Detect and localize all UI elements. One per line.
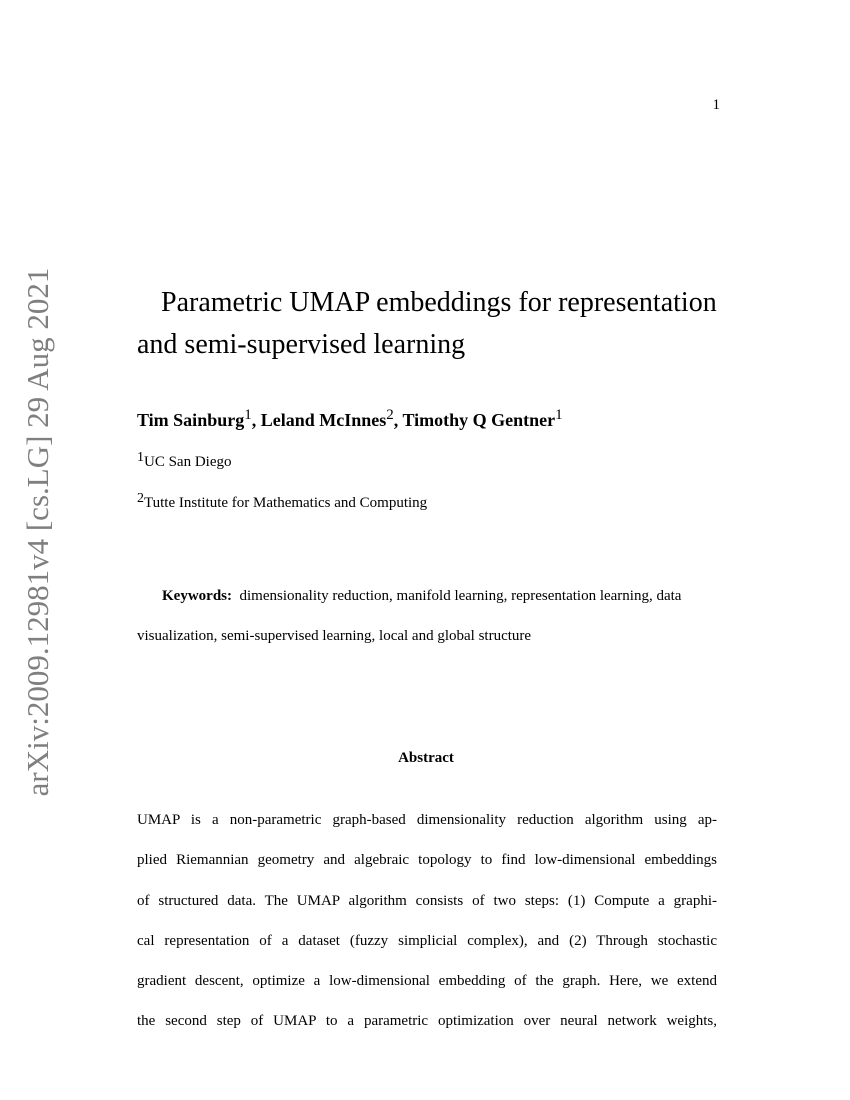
paper-title-line-1: Parametric UMAP embeddings for representation bbox=[161, 287, 717, 318]
author-name: Timothy Q Gentner bbox=[402, 410, 556, 430]
author-name: Tim Sainburg bbox=[137, 410, 245, 430]
paper-title bbox=[137, 282, 737, 366]
author-list bbox=[137, 407, 563, 431]
affiliation-item bbox=[137, 491, 428, 512]
keywords-label: Keywords: bbox=[162, 588, 232, 604]
author-affiliation-mark: 2 bbox=[386, 407, 394, 423]
keywords-text: dimensionality reduction, manifold learning, representation learning, data visualization, semi-supervised learning, local and global structure bbox=[137, 588, 682, 644]
author-name: Leland McInnes bbox=[260, 410, 387, 430]
affiliation-item bbox=[137, 450, 232, 471]
author-affiliation-mark: 1 bbox=[244, 407, 252, 423]
affiliation-text: Tutte Institute for Mathematics and Computing bbox=[144, 495, 428, 511]
abstract-body bbox=[137, 800, 717, 1042]
abstract-line: cal representation of a dataset (fuzzy simplicial complex), and (2) Through stochastic bbox=[137, 932, 717, 949]
author-separator: , bbox=[251, 410, 261, 430]
abstract-line: UMAP is a non-parametric graph-based dimensionality reduction algorithm using ap- bbox=[137, 812, 717, 828]
paper-title-line-2: and semi-supervised learning bbox=[137, 329, 466, 360]
arxiv-identifier-stamp[interactable]: arXiv:2009.12981v4 [cs.LG] 29 Aug 2021 bbox=[20, 267, 55, 797]
page-number: 1 bbox=[712, 97, 720, 113]
abstract-heading: Abstract bbox=[398, 750, 454, 766]
abstract-line: the second step of UMAP to a parametric optimization over neural network weights, bbox=[137, 1013, 717, 1030]
affiliation-mark: 2 bbox=[137, 491, 144, 506]
abstract-line: of structured data. The UMAP algorithm consists of two steps: (1) Compute a graphi- bbox=[137, 892, 717, 909]
keywords-paragraph bbox=[137, 576, 722, 656]
affiliation-mark: 1 bbox=[137, 450, 144, 465]
affiliation-text: UC San Diego bbox=[144, 454, 232, 470]
author-separator: , bbox=[393, 410, 403, 430]
abstract-line: gradient descent, optimize a low-dimensional embedding of the graph. Here, we extend bbox=[137, 973, 717, 990]
abstract-line: plied Riemannian geometry and algebraic topology to find low-dimensional embeddings bbox=[137, 852, 717, 869]
author-affiliation-mark: 1 bbox=[555, 407, 563, 423]
